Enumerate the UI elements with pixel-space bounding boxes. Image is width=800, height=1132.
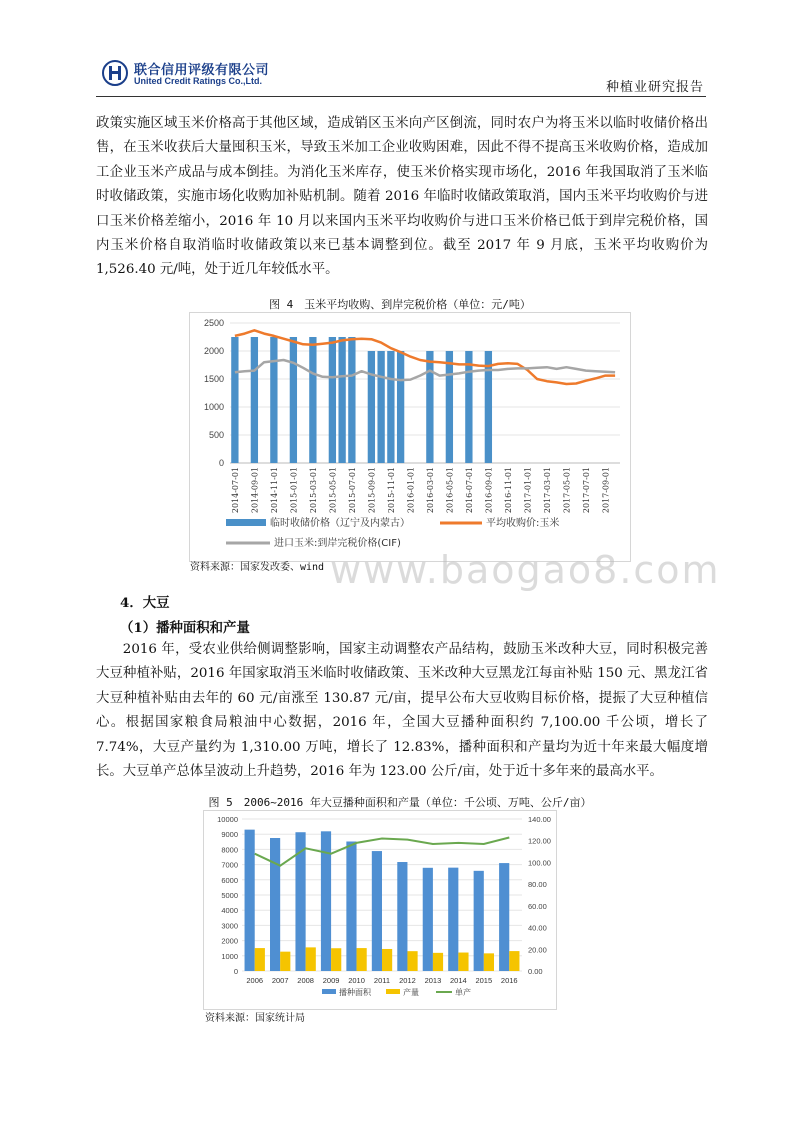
- bar-temporary-storage-price: [426, 351, 433, 463]
- x-tick-label: 2015-05-01: [328, 467, 338, 514]
- y-left-tick-label: 5000: [221, 891, 238, 900]
- y-right-tick-label: 120.00: [528, 836, 551, 846]
- section-heading-soybean: 4．大豆: [120, 595, 170, 611]
- bar-production: [280, 952, 290, 971]
- figure4-chart-frame: [189, 312, 631, 562]
- bar-production: [509, 951, 519, 971]
- x-tick-label: 2017-05-01: [562, 467, 572, 514]
- x-tick-label: 2011: [373, 976, 391, 985]
- bar-planting-area: [270, 838, 280, 971]
- corn-price-chart: [190, 313, 630, 561]
- bar-temporary-storage-price: [465, 351, 472, 463]
- legend-label-avg: 平均收购价:玉米: [486, 518, 560, 529]
- company-name-en: United Credit Ratings Co.,Ltd.: [134, 76, 262, 86]
- x-tick-label: 2017-01-01: [523, 467, 533, 514]
- y-left-tick-label: 9000: [221, 830, 238, 840]
- bar-temporary-storage-price: [338, 337, 345, 463]
- report-title: 种植业研究报告: [605, 80, 704, 95]
- x-tick-label: 2015: [475, 976, 493, 985]
- bar-production: [407, 951, 417, 971]
- figure4-source: 资料来源：国家发改委、wind: [190, 562, 325, 573]
- bar-temporary-storage-price: [309, 337, 316, 463]
- x-tick-label: 2013: [424, 976, 442, 985]
- y-left-tick-label: 4000: [221, 906, 238, 916]
- bar-temporary-storage-price: [377, 351, 384, 463]
- y-right-tick-label: 20.00: [528, 945, 547, 955]
- x-tick-label: 2008: [297, 976, 314, 985]
- figure5-source: 资料来源：国家统计局: [205, 1013, 305, 1024]
- bar-temporary-storage-price: [397, 351, 404, 463]
- figure5-caption: 图 5 2006~2016 年大豆播种面积和产量（单位：千公顷、万吨、公斤/亩）: [208, 796, 592, 809]
- y-tick-label: 1500: [203, 374, 224, 384]
- y-left-tick-label: 3000: [221, 921, 238, 931]
- bar-temporary-storage-price: [270, 337, 277, 463]
- x-tick-label: 2015-01-01: [289, 467, 299, 514]
- x-tick-label: 2014: [450, 976, 467, 985]
- y-tick-label: 2000: [203, 346, 224, 356]
- x-tick-label: 2014-09-01: [250, 467, 260, 514]
- x-tick-label: 2015-09-01: [367, 467, 377, 514]
- y-tick-label: 2500: [203, 318, 224, 328]
- legend-label-yield: 单产: [455, 988, 471, 997]
- legend-label-production: 产量: [403, 988, 419, 997]
- y-left-tick-label: 7000: [221, 860, 238, 870]
- bar-production: [357, 948, 367, 971]
- y-right-tick-label: 80.00: [528, 880, 547, 890]
- bar-planting-area: [397, 862, 407, 971]
- x-tick-label: 2016-03-01: [425, 467, 435, 514]
- y-tick-label: 500: [208, 430, 224, 440]
- legend-swatch-area: [322, 989, 336, 994]
- bar-planting-area: [372, 851, 382, 971]
- bar-production: [433, 953, 443, 971]
- paragraph-corn-policy: 政策实施区域玉米价格高于其他区域，造成销区玉米向产区倒流，同时农户为将玉米以临时收储价格出售，在玉米收获后大量囤积玉米，导致玉米加工企业收购困难，因此不得不提高玉米收购价格，造成加工企业玉米产成品与成本倒挂。为消化玉米库存，使玉米价格实现市场化，2016 年我国取消了玉米临时收储政策，实施市场化收购加补贴机制。随着 2016 年临时收储政策取消，国内玉米平均收购价与进口玉米价格差缩小，2016 年 10 月以来国内玉米平均收购价与进口玉米价格已低于到岸完税价格，国内玉米价格自取消临时收储政策以来已基本调整到位。截至 2017 年 9 月底，玉米平均收购价为 1,526.40 元/吨，处于近几年较低水平。: [96, 116, 708, 278]
- y-right-tick-label: 60.00: [528, 901, 547, 911]
- y-left-tick-label: 0: [233, 967, 238, 976]
- y-right-tick-label: 40.00: [528, 923, 547, 933]
- x-tick-label: 2007: [271, 976, 289, 985]
- y-left-tick-label: 1000: [221, 951, 238, 961]
- x-tick-label: 2015-03-01: [308, 467, 318, 514]
- bar-planting-area: [245, 830, 255, 971]
- bar-temporary-storage-price: [348, 337, 355, 463]
- subheading-planting-area: （1）播种面积和产量: [120, 620, 250, 636]
- bar-temporary-storage-price: [368, 351, 375, 463]
- company-name-cn: 联合信用评级有限公司: [134, 63, 270, 78]
- figure4-caption: 图 4 玉米平均收购、到岸完税价格（单位：元/吨）: [269, 298, 531, 311]
- y-right-tick-label: 140.00: [528, 815, 551, 824]
- y-tick-label: 1000: [203, 402, 224, 412]
- x-tick-label: 2017-03-01: [542, 467, 552, 514]
- bar-temporary-storage-price: [387, 351, 394, 463]
- header-divider: [96, 96, 706, 97]
- company-logo-icon: [102, 60, 128, 86]
- bar-production: [331, 948, 341, 971]
- bar-temporary-storage-price: [231, 337, 238, 463]
- y-left-tick-label: 6000: [221, 875, 238, 885]
- legend-swatch-bar: [226, 519, 266, 526]
- y-left-tick-label: 2000: [221, 936, 238, 946]
- legend-swatch-production: [386, 989, 400, 994]
- y-left-tick-label: 10000: [217, 815, 238, 824]
- x-tick-label: 2010: [348, 976, 365, 985]
- x-tick-label: 2016: [500, 976, 518, 985]
- legend-label-area: 播种面积: [339, 988, 371, 997]
- x-tick-label: 2016-05-01: [445, 467, 455, 514]
- y-right-tick-label: 100.00: [528, 858, 551, 868]
- y-right-tick-label: 0.00: [528, 967, 543, 976]
- x-tick-label: 2006: [246, 976, 264, 985]
- legend-label-bar: 临时收储价格（辽宁及内蒙古）: [270, 518, 410, 529]
- bar-temporary-storage-price: [251, 337, 258, 463]
- bar-production: [306, 947, 316, 971]
- page-header: [96, 54, 706, 94]
- bar-temporary-storage-price: [329, 337, 336, 463]
- x-tick-label: 2017-09-01: [601, 467, 611, 514]
- watermark-text: www.baogao8.com: [330, 548, 721, 592]
- bar-production: [458, 953, 468, 971]
- x-tick-label: 2009: [322, 976, 340, 985]
- x-tick-label: 2017-07-01: [581, 467, 591, 514]
- bar-production: [382, 949, 392, 971]
- figure5-chart-frame: [203, 810, 557, 1010]
- y-tick-label: 0: [218, 458, 224, 468]
- bar-planting-area: [423, 868, 433, 971]
- x-tick-label: 2016-09-01: [484, 467, 494, 514]
- bar-production: [255, 948, 265, 971]
- bar-planting-area: [474, 871, 484, 971]
- bar-planting-area: [499, 863, 509, 971]
- x-tick-label: 2016-11-01: [503, 467, 513, 514]
- x-tick-label: 2015-11-01: [386, 467, 396, 514]
- bar-temporary-storage-price: [485, 351, 492, 463]
- x-tick-label: 2014-11-01: [269, 467, 279, 514]
- paragraph-soybean-area: 2016 年，受农业供给侧调整影响，国家主动调整农产品结构，鼓励玉米改种大豆，同时积极完善大豆种植补贴，2016 年国家取消玉米临时收储政策、玉米改种大豆黑龙江每亩补贴 150 元、黑龙江省大豆种植补贴由去年的 60 元/亩涨至 130.87 元/亩，提早公布大豆收购目标价格，提振了大豆种植信心。根据国家粮食局粮油中心数据，2016 年，全国大豆播种面积约 7,100.00 千公顷，增长了 7.74%，大豆产量约为 1,310.00 万吨，增长了 12.83%，播种面积和产量均为近十年来最大幅度增长。大豆单产总体呈波动上升趋势，2016 年为 123.00 公斤/亩，处于近十多年来的最高水平。: [96, 642, 708, 780]
- bar-planting-area: [448, 868, 458, 971]
- legend-label-cif: 进口玉米:到岸完税价格(CIF): [274, 538, 401, 549]
- bar-temporary-storage-price: [290, 337, 297, 463]
- bar-temporary-storage-price: [446, 351, 453, 463]
- bar-planting-area: [346, 841, 356, 971]
- x-tick-label: 2015-07-01: [347, 467, 357, 514]
- bar-production: [484, 953, 494, 971]
- soybean-area-chart: [204, 811, 556, 1009]
- x-tick-label: 2016-07-01: [464, 467, 474, 514]
- x-tick-label: 2012: [399, 976, 416, 985]
- x-tick-label: 2014-07-01: [230, 467, 240, 514]
- x-tick-label: 2016-01-01: [406, 467, 416, 514]
- y-left-tick-label: 8000: [221, 845, 238, 855]
